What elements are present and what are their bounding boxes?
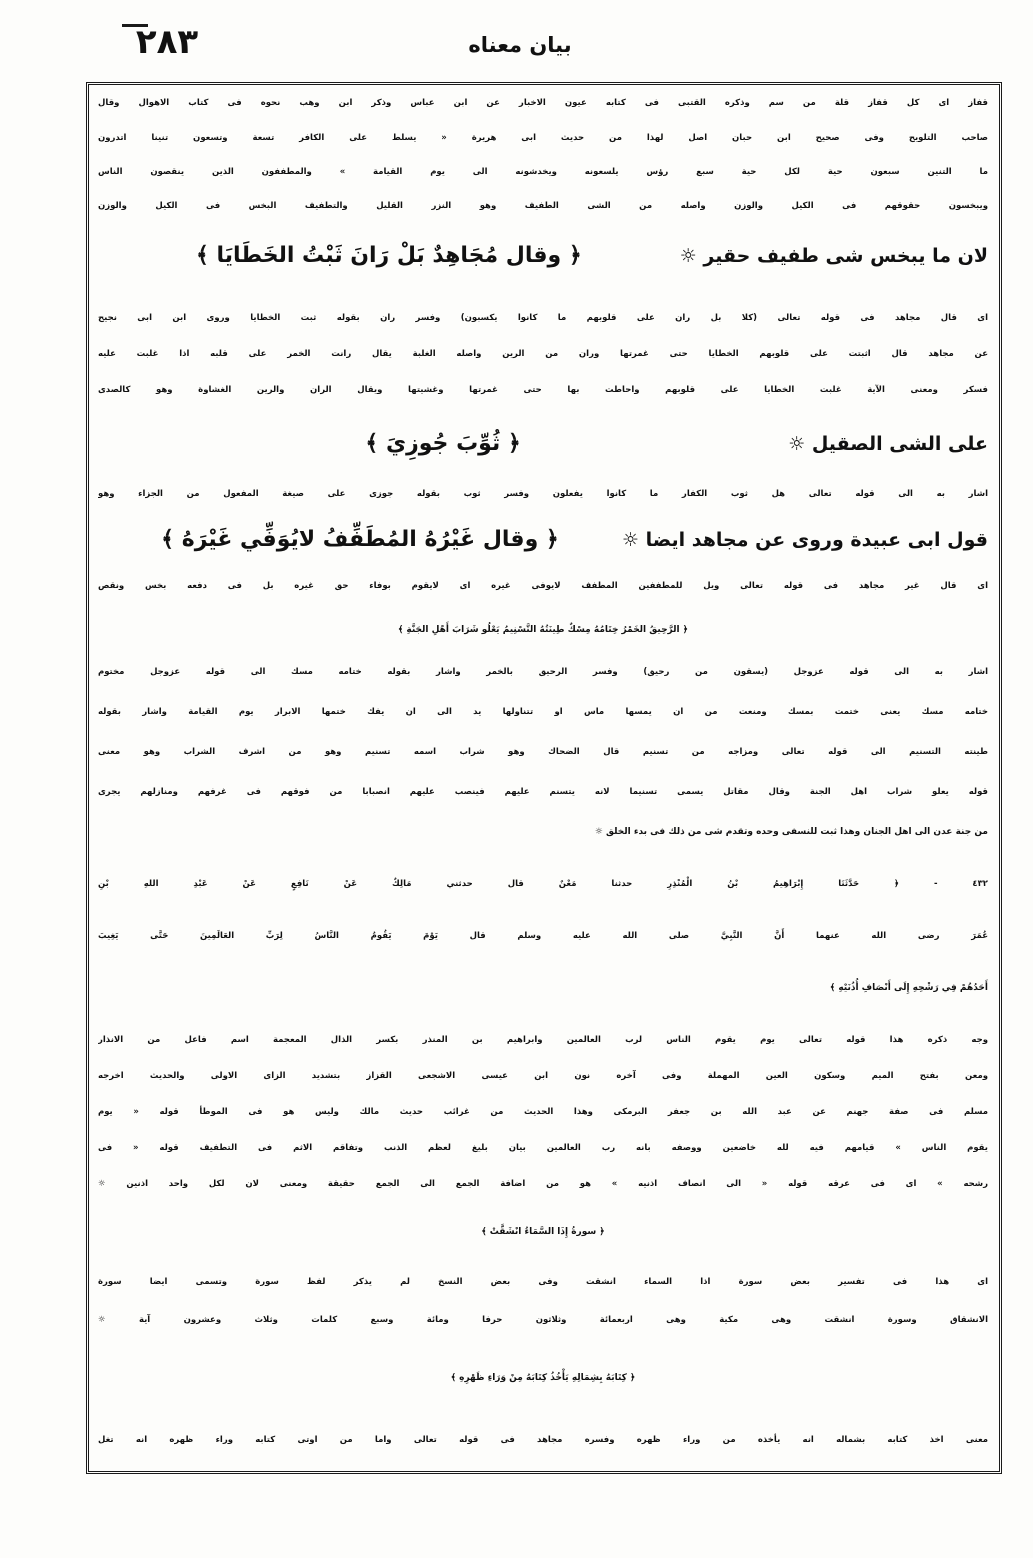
page-number: ٢٨٣ xyxy=(135,22,199,62)
section-heading: ﴿ الرَّحِيقُ الخَمْرُ خِتَامُهُ مِسْكٌ طِينَتُهُ التَّسْنِيمُ يَعْلُو شَرَابَ أَهْلِ الجَنَّةِ ﴾ xyxy=(397,625,689,635)
text-line: ما التنين سبعون حية لكل حية سبع رؤس يلسعونه ويخدشونه الى يوم القيامة » والمطففون الذين ينقصون الناس xyxy=(98,167,988,177)
text-line: طينته التسنيم الى قوله تعالى ومزاجه من تسنيم قال الضحاك وهو شراب اسمه تسنيم وهو من اشرف الشراب وهو معنى xyxy=(98,747,988,757)
paragraph-end-text: قول ابى عبيدة وروى عن مجاهد ايضا ☼ xyxy=(621,529,988,551)
text-line: صاحب التلويح وفى صحيح ابن حبان اصل لهذا من حديث ابى هريرة « يسلط على الكافر تسعة وتسعون تنينا اتدرون xyxy=(98,133,988,143)
text-line: معنى اخذ كتابه بشماله انه يأخذه من وراء ظهره وفسره مجاهد فى قوله تعالى واما من اوتى كتابه وراء ظهره انه تغل xyxy=(98,1435,988,1445)
text-line: اى هذا فى تفسير بعض سورة اذا السماء انشقت وفى بعض النسخ لم يذكر لفظ سورة وتسمى ايضا سورة xyxy=(98,1277,988,1287)
hadith-line: عُمَرَ رضى الله عنهما أَنَّ النَّبِيَّ صلى الله عليه وسلم قال يَوْمَ يَقُومُ النَّاسُ لِرَبِّ العَالَمِينَ حَتَّى يَغِيبَ xyxy=(98,931,988,941)
section-heading: ﴿ ثُوِّبَ جُوزِيَ ﴾ xyxy=(365,431,521,456)
text-line: اشار به الى قوله تعالى هل ثوب الكفار ما كانوا يفعلون وفسر ثوب بقوله جوزى على صيغة المفعول من الجزاء وهو xyxy=(98,489,988,499)
paragraph-end-text: لان ما يبخس شى طفيف حقير ☼ xyxy=(679,245,988,267)
text-line-with-heading xyxy=(98,424,988,464)
text-line: من جنة عدن الى اهل الجنان وهذا ثبت للنسفى وحده وتقدم شى من ذلك فى بدء الخلق ☼ xyxy=(594,827,988,837)
text-line-with-heading xyxy=(98,236,988,276)
text-line: ختامه مسك يعنى ختمت بمسك ومنعت من ان يمسها ماس او تتناولها يد الى ان يفك ختمها الابرار يوم القيامة واشار بقوله xyxy=(98,707,988,717)
text-line: ويبخسون حقوقهم فى الكيل والوزن واصله من الشى الطفيف وهو النزر القليل والتطفيف البخس فى الكيل والوزن xyxy=(98,201,988,211)
section-heading: ﴿ وقال مُجَاهِدٌ بَلْ رَانَ ثَبْتُ الخَطَايَا ﴾ xyxy=(195,243,582,268)
text-line: عن مجاهد قال اثبتت على قلوبهم الخطايا حتى غمرتها وران من الرين واصله الغلبة يقال رانت الخمر على قلبه اذا غلبت عليه xyxy=(98,349,988,359)
text-line: اى قال غير مجاهد فى قوله تعالى ويل للمطففين المطفف لايوفى غيره اى لايقوم بوفاء حق غيره بل فى دفعه بخس ونقص xyxy=(98,581,988,591)
hadith-line: ٤٣٢ - ﴿ حَدَّثَنَا إِبْرَاهِيمُ بْنُ الْمُنْذِرِ حدثنا مَعْنٌ قال حدثني مَالِكٌ عَنْ نَافِعٍ عَنْ عَبْدِ اللهِ بْنِ xyxy=(98,879,988,889)
section-heading: ﴿ سورةُ إِذَا السَّمَاءُ انْشَقَّتْ ﴾ xyxy=(481,1227,605,1237)
section-heading: ﴿ وقال غَيْرُهُ المُطَفِّفُ لايُوَفِّي غَيْرَهُ ﴾ xyxy=(161,527,559,552)
text-line: وجه ذكره هذا قوله تعالى يوم يقوم الناس لرب العالمين وابراهيم بن المنذر بكسر الذال المعجمة اسم فاعل من الانذار xyxy=(98,1035,988,1045)
text-line: ومعن بفتح الميم وسكون العين المهملة وفى آخره نون ابن عيسى الاشجعى القزاز بتشديد الزاى الاولى والحديث اخرجه xyxy=(98,1071,988,1081)
text-line: الانشقاق وسورة انشقت وهى مكية وهى اربعمائة وثلاثون حرفا ومائة وسبع كلمات وثلاث وعشرون آية ☼ xyxy=(98,1315,988,1325)
text-line: قوله يعلو شراب اهل الجنة وقال مقاتل يسمى تسنيما لانه يتسنم عليهم فينصب عليهم انصبابا من فوقهم فى غرفهم ومنازلهم يجرى xyxy=(98,787,988,797)
text-line: اشار به الى قوله عزوجل (يسقون من رحيق) وفسر الرحيق بالخمر واشار بقوله ختامه مسك الى قوله عزوجل مختوم xyxy=(98,667,988,677)
text-line: مسلم فى صفة جهنم عن عبد الله بن جعفر البرمكى وهذا الحديث من غرائب حديث مالك وليس هو فى الموطأ قوله « يوم xyxy=(98,1107,988,1117)
text-line: يقوم الناس » قيامهم فيه لله خاضعين ووصفه بانه رب العالمين بيان بليغ لعظم الذنب وتفاقم الاثم فى التطفيف قوله « فى xyxy=(98,1143,988,1153)
running-title: بيان معناه xyxy=(468,33,572,57)
hadith-line: أَحَدُهُمْ فِي رَشْحِهِ إِلَى أَنْصَافِ أُذُنَيْهِ ﴾ xyxy=(829,983,988,993)
paragraph-end-text: على الشى الصقيل ☼ xyxy=(788,433,988,455)
text-line: قفاز اى كل قفاز قلة من سم وذكره القتبى فى كتابه عيون الاخبار عن ابن عباس وذكر ابن وهب نحوه فى كتاب الاهوال وقال xyxy=(98,98,988,108)
text-line: فسكر ومعنى الآية غلبت الخطايا على قلوبهم واحاطت بها حتى غمرتها وغشيتها ويقال الران والرين الغشاوة وهو كالصدى xyxy=(98,385,988,395)
text-line: رشحه » اى فى عرقه قوله « الى انصاف اذنيه » هو من اضافة الجمع الى الجمع حقيقة ومعنى لان لكل واحد اذنين ☼ xyxy=(98,1179,988,1189)
section-heading: ﴿ كِتَابَهُ بِشِمَالِهِ يَأْخُذُ كِتَابَهُ مِنْ وَرَاءِ ظَهْرِهِ ﴾ xyxy=(450,1373,636,1383)
text-line-with-heading xyxy=(98,520,988,560)
text-line: اى قال مجاهد فى قوله تعالى (كلا بل ران على قلوبهم ما كانوا يكسبون) وفسر ران بقوله ثبت الخطايا وروى ابن ابى نجيح xyxy=(98,313,988,323)
